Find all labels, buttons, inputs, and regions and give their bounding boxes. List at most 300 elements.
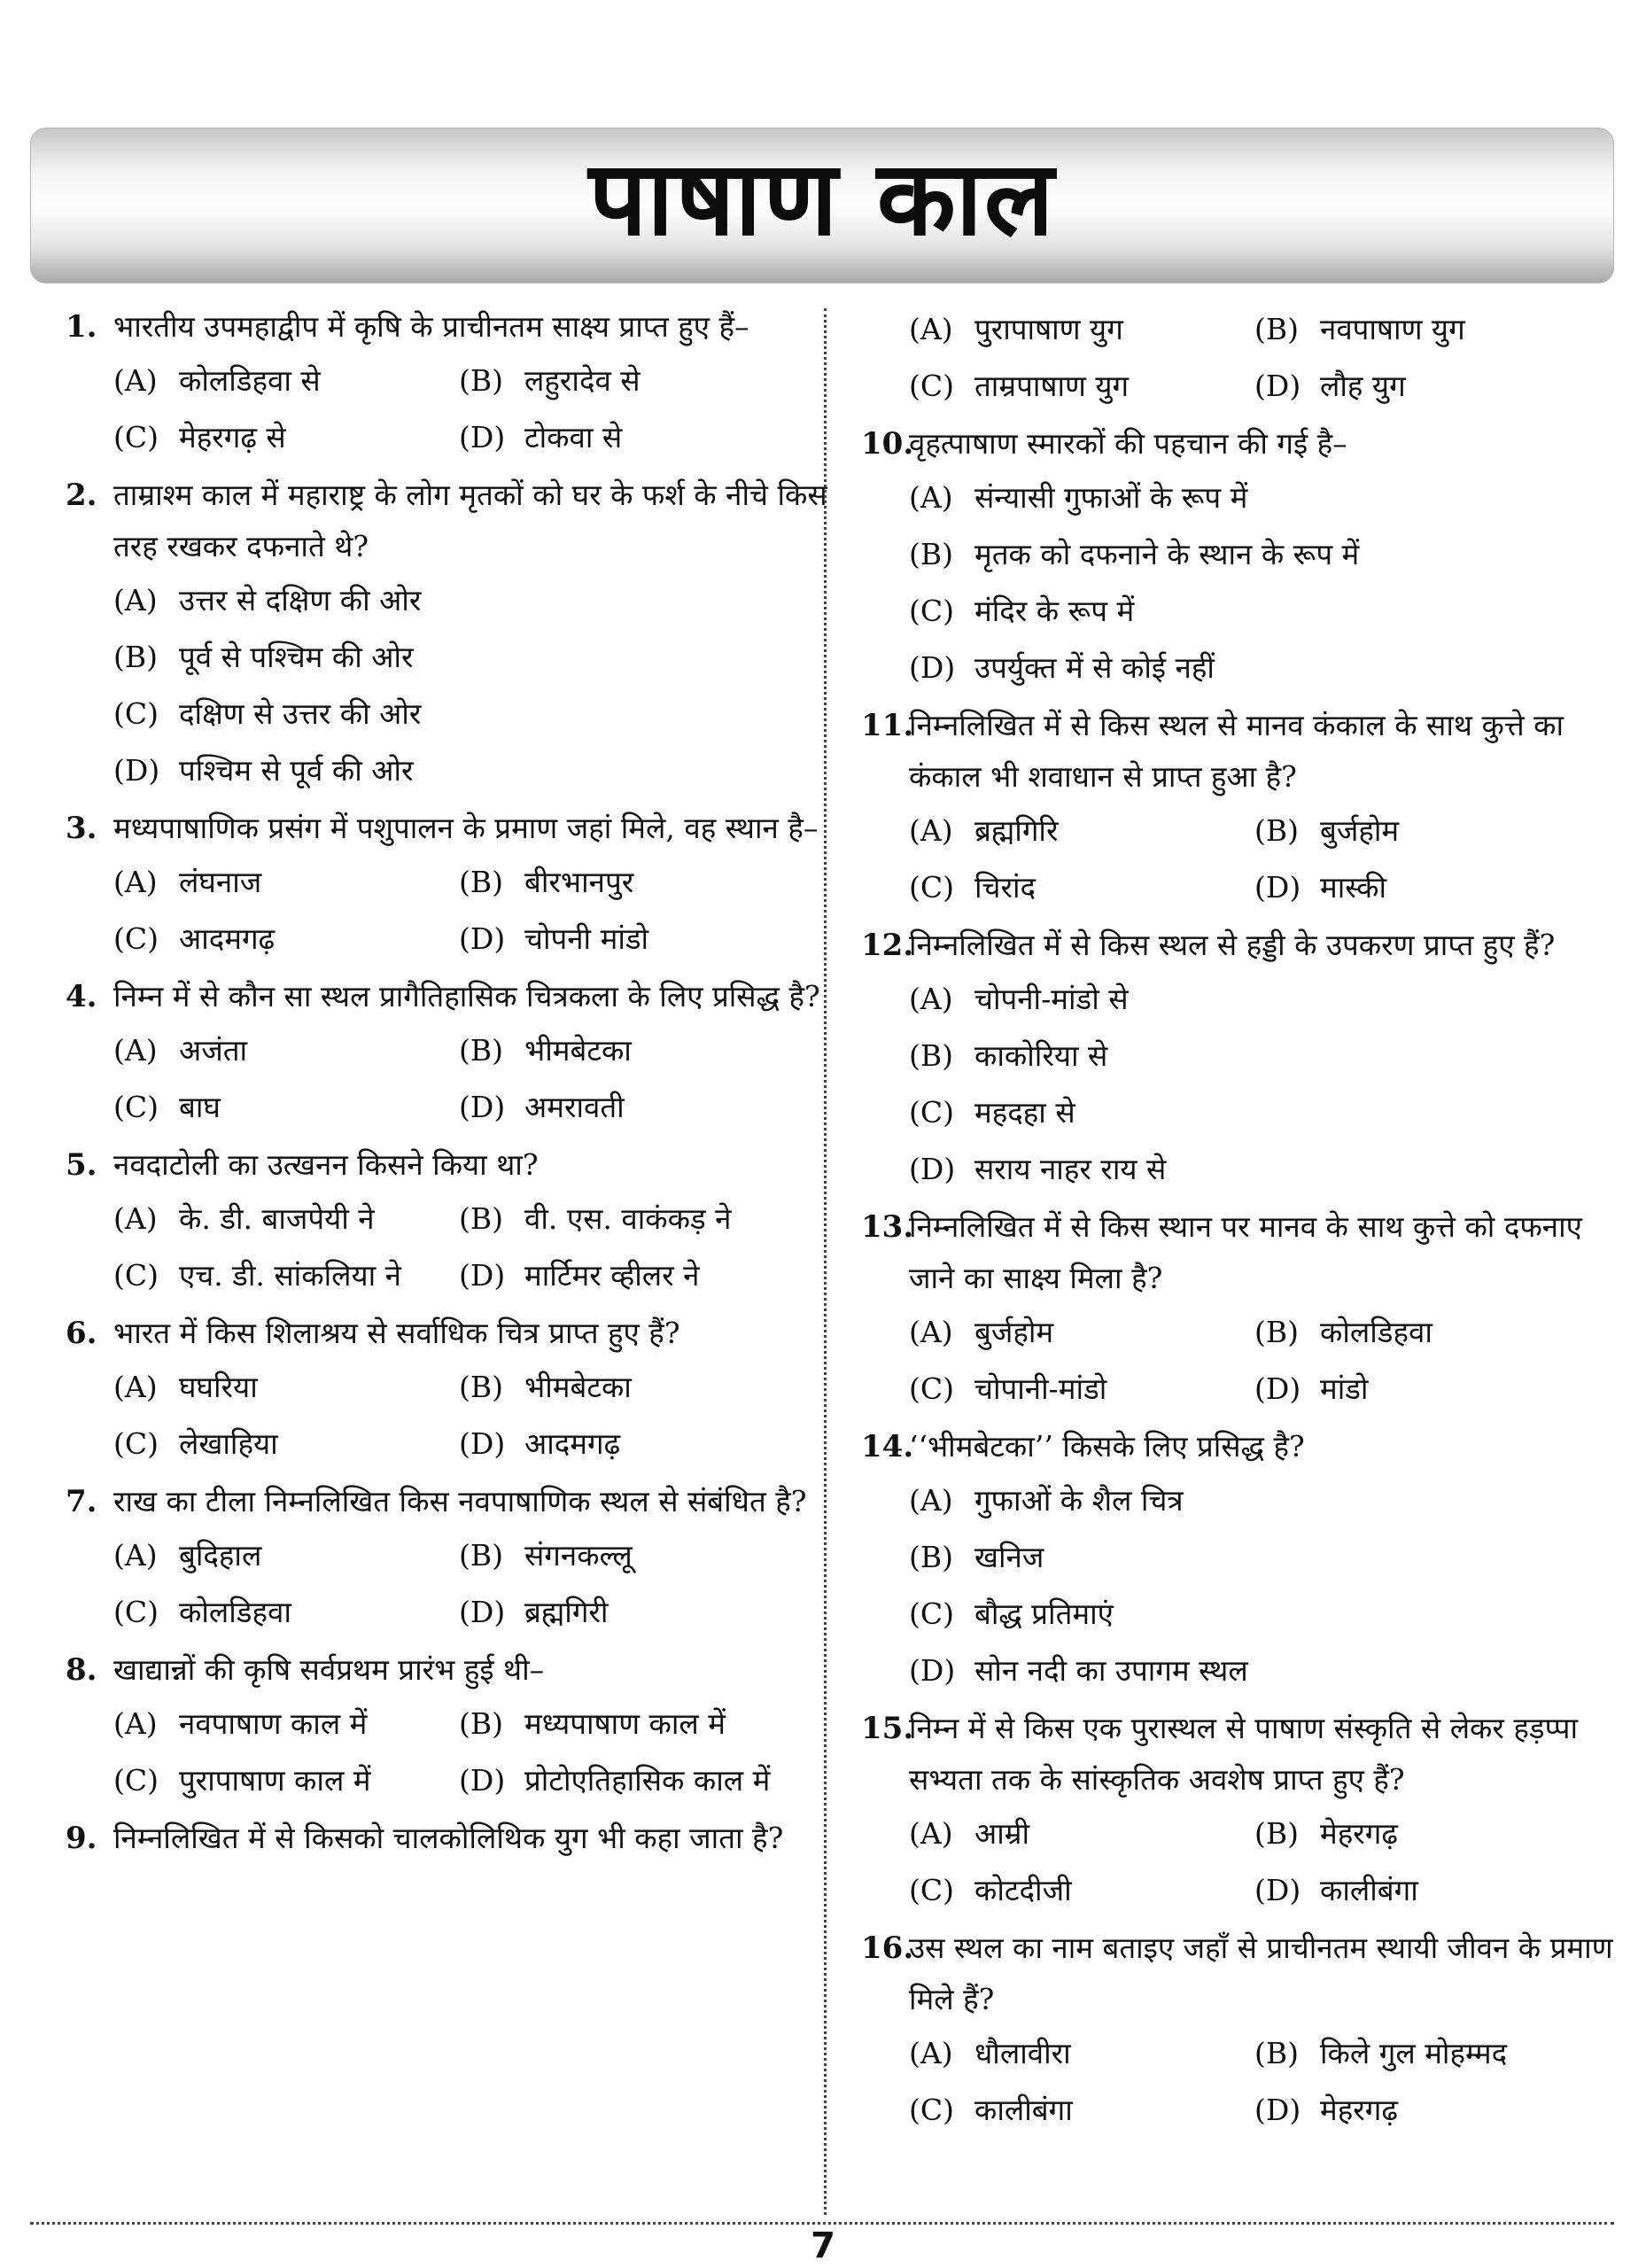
option-text: वी. एस. वाकंकड़ ने xyxy=(524,1201,732,1236)
options-row xyxy=(909,1586,1623,1643)
option-item xyxy=(113,1247,459,1304)
option-item xyxy=(909,2082,1254,2139)
options-list xyxy=(861,803,1623,916)
option-item xyxy=(909,640,1623,696)
option-item xyxy=(113,353,459,409)
option-label: (D) xyxy=(909,650,956,685)
options-row xyxy=(909,583,1623,640)
option-item xyxy=(909,1806,1254,1862)
options-row xyxy=(113,1696,845,1752)
options-row xyxy=(909,1361,1623,1418)
options-list xyxy=(66,572,845,799)
option-text: लंघनाज xyxy=(179,865,262,899)
options-row xyxy=(113,1359,845,1416)
option-text: लहुरादेव से xyxy=(524,363,641,398)
options-row xyxy=(909,859,1623,916)
question-text: ताम्राश्म काल में महाराष्ट्र के लोग मृतकों को घर के फर्श के नीचे किस तरह रखकर दफनाते थे? xyxy=(113,478,827,563)
question-header xyxy=(861,1421,1623,1472)
option-label: (B) xyxy=(113,640,158,674)
options-row xyxy=(113,911,845,967)
option-item xyxy=(113,1696,459,1752)
option-text: संन्यासी गुफाओं के रूप में xyxy=(974,480,1248,515)
page-title: पाषाण काल xyxy=(588,139,1056,259)
option-item xyxy=(113,572,845,629)
option-text: बौद्ध प्रतिमाएं xyxy=(974,1596,1114,1631)
options-row xyxy=(909,803,1623,859)
option-text: सराय नाहर राय से xyxy=(974,1152,1167,1186)
options-row xyxy=(909,2025,1623,2082)
option-label: (C) xyxy=(909,1596,954,1631)
option-text: पश्चिम से पूर्व की ओर xyxy=(179,753,414,788)
question-block xyxy=(66,1308,845,1472)
option-text: मास्की xyxy=(1320,870,1387,905)
option-item xyxy=(113,742,845,799)
option-item xyxy=(113,854,459,911)
option-text: अमरावती xyxy=(524,1090,625,1124)
question-text: वृहत्पाषाण स्मारकों की पहचान की गई है– xyxy=(909,426,1347,461)
question-header xyxy=(861,1201,1623,1304)
question-number: 13. xyxy=(861,1209,914,1245)
option-text: भीमबेटका xyxy=(524,1370,632,1404)
options-row xyxy=(113,1752,845,1809)
option-text: लेखाहिया xyxy=(179,1426,278,1461)
option-label: (C) xyxy=(113,696,159,731)
option-label: (C) xyxy=(113,1426,159,1461)
option-text: किले गुल मोहम्मद xyxy=(1320,2036,1508,2070)
question-number: 14. xyxy=(861,1429,914,1464)
option-item xyxy=(113,1359,459,1416)
option-label: (C) xyxy=(909,369,954,403)
option-item xyxy=(1254,803,1600,859)
option-item xyxy=(909,1361,1254,1418)
option-text: उत्तर से दक्षिण की ओर xyxy=(179,583,422,617)
options-row xyxy=(909,1084,1623,1141)
option-item xyxy=(113,1022,459,1079)
option-item xyxy=(1254,301,1600,358)
option-label: (B) xyxy=(459,865,503,899)
option-item xyxy=(459,409,804,466)
options-list xyxy=(861,1472,1623,1699)
options-row xyxy=(909,358,1623,415)
option-item xyxy=(113,629,845,686)
option-text: गुफाओं के शैल चित्र xyxy=(974,1483,1184,1518)
option-label: (A) xyxy=(113,1201,158,1236)
question-text: निम्नलिखित में से किस स्थान पर मानव के साथ कुत्ते को दफनाए जाने का साक्ष्य मिला है? xyxy=(909,1209,1582,1295)
option-item xyxy=(459,1416,804,1472)
option-label: (D) xyxy=(1254,1371,1301,1406)
option-label: (C) xyxy=(113,1763,159,1798)
question-number: 5. xyxy=(66,1147,97,1183)
option-text: पुरापाषाण युग xyxy=(974,312,1123,346)
option-text: नवपाषाण युग xyxy=(1320,312,1465,346)
option-item xyxy=(113,1416,459,1472)
question-header xyxy=(66,803,845,854)
question-text: खाद्यान्नों की कृषि सर्वप्रथम प्रारंभ हुई थी– xyxy=(113,1652,545,1687)
options-row xyxy=(113,1247,845,1304)
option-label: (C) xyxy=(909,594,954,628)
question-text: उस स्थल का नाम बताइए जहाँ से प्राचीनतम स्थायी जीवन के प्रमाण मिले हैं? xyxy=(909,1930,1613,2016)
option-label: (D) xyxy=(1254,369,1301,403)
options-row xyxy=(909,526,1623,583)
option-item xyxy=(909,358,1254,415)
option-label: (A) xyxy=(113,363,158,398)
option-text: घघरिया xyxy=(179,1370,258,1404)
option-item xyxy=(909,470,1623,526)
option-item xyxy=(1254,1806,1600,1862)
option-text: पूर्व से पश्चिम की ओर xyxy=(179,640,414,674)
question-header xyxy=(66,301,845,353)
option-label: (B) xyxy=(459,1370,503,1404)
question-block xyxy=(861,1421,1623,1699)
option-label: (B) xyxy=(1254,2036,1299,2070)
options-row xyxy=(909,470,1623,526)
option-text: भीमबेटका xyxy=(524,1033,632,1068)
question-number: 15. xyxy=(861,1711,914,1746)
options-row xyxy=(113,572,845,629)
options-row xyxy=(909,1141,1623,1198)
option-text: धौलावीरा xyxy=(974,2036,1071,2070)
options-list xyxy=(861,470,1623,696)
question-number: 4. xyxy=(66,979,97,1014)
options-row xyxy=(909,1643,1623,1699)
option-text: चोपनी-मांडो से xyxy=(974,982,1129,1016)
options-row xyxy=(113,742,845,799)
option-label: (A) xyxy=(113,1033,158,1068)
question-text: निम्न में से किस एक पुरास्थल से पाषाण संस्कृति से लेकर हड़प्पा सभ्यता तक के सांस्कृतिक अवशेष प्राप्त हुए हैं? xyxy=(909,1711,1579,1797)
option-label: (B) xyxy=(459,1201,503,1236)
question-header xyxy=(66,1813,845,1864)
option-text: मेहरगढ़ से xyxy=(179,420,286,454)
option-item xyxy=(909,2025,1254,2082)
option-text: मेहरगढ़ xyxy=(1320,2093,1398,2127)
option-item xyxy=(459,1752,804,1809)
option-label: (C) xyxy=(909,1873,954,1907)
option-text: एच. डी. सांकलिया ने xyxy=(179,1258,401,1293)
option-item xyxy=(459,1022,804,1079)
question-block xyxy=(66,301,845,466)
option-label: (B) xyxy=(909,537,953,571)
option-text: आदमगढ़ xyxy=(524,1426,621,1461)
option-text: लौह युग xyxy=(1320,369,1406,403)
option-label: (A) xyxy=(113,1706,158,1741)
option-item xyxy=(909,971,1623,1028)
options-row xyxy=(909,1806,1623,1862)
question-text: निम्नलिखित में से किस स्थल से मानव कंकाल के साथ कुत्ते का कंकाल भी शवाधान से प्राप्त हुआ है? xyxy=(909,708,1564,794)
option-item xyxy=(1254,859,1600,916)
question-block xyxy=(861,920,1623,1198)
option-item xyxy=(113,1752,459,1809)
option-text: मंदिर के रूप में xyxy=(974,594,1135,628)
question-number: 2. xyxy=(66,478,97,513)
question-text: निम्न में से कौन सा स्थल प्रागैतिहासिक चित्रकला के लिए प्रसिद्ध है? xyxy=(113,979,820,1014)
question-text: निम्नलिखित में से किसको चालकोलिथिक युग भी कहा जाता है? xyxy=(113,1821,784,1855)
page-number: 7 xyxy=(811,2225,835,2266)
option-text: कोलडिहवा से xyxy=(179,363,321,398)
question-block xyxy=(861,301,1623,415)
option-label: (B) xyxy=(459,1706,503,1741)
options-list xyxy=(861,2025,1623,2139)
options-list xyxy=(861,301,1623,415)
option-item xyxy=(1254,358,1600,415)
option-item xyxy=(113,1079,459,1136)
option-label: (B) xyxy=(459,1538,503,1573)
option-text: पुरापाषाण काल में xyxy=(179,1763,371,1798)
question-block xyxy=(66,470,845,799)
option-text: मृतक को दफनाने के स्थान के रूप में xyxy=(974,537,1360,571)
options-row xyxy=(113,409,845,466)
option-text: आम्री xyxy=(974,1816,1030,1851)
option-item xyxy=(909,859,1254,916)
options-row xyxy=(909,301,1623,358)
option-label: (C) xyxy=(909,1095,954,1130)
option-label: (B) xyxy=(1254,813,1299,848)
question-block xyxy=(861,1201,1623,1418)
option-text: संगनकल्लू xyxy=(524,1538,633,1573)
option-item xyxy=(1254,1862,1600,1919)
option-text: मार्टिमर व्हीलर ने xyxy=(524,1258,700,1293)
option-text: बुर्जहोम xyxy=(1320,813,1400,848)
question-text: भारतीय उपमहाद्वीप में कृषि के प्राचीनतम साक्ष्य प्राप्त हुए हैं– xyxy=(113,309,749,344)
option-text: ब्रह्मगिरि xyxy=(974,813,1059,848)
option-text: टोकवा से xyxy=(524,420,623,454)
option-label: (A) xyxy=(113,1370,158,1404)
option-item xyxy=(459,854,804,911)
option-label: (D) xyxy=(909,1152,956,1186)
options-row xyxy=(113,1079,845,1136)
option-text: काकोरिया से xyxy=(974,1038,1108,1073)
option-label: (A) xyxy=(909,813,953,848)
options-row xyxy=(909,640,1623,696)
right-column xyxy=(861,301,1623,2215)
option-label: (D) xyxy=(459,420,506,454)
option-item xyxy=(459,353,804,409)
options-list xyxy=(66,854,845,967)
question-number: 3. xyxy=(66,811,97,846)
option-text: दक्षिण से उत्तर की ओर xyxy=(179,696,422,731)
option-label: (D) xyxy=(459,1763,506,1798)
option-label: (B) xyxy=(1254,1315,1299,1349)
option-label: (A) xyxy=(909,480,953,515)
question-header xyxy=(66,1139,845,1191)
question-text: ‘‘भीमबेटका’’ किसके लिए प्रसिद्ध है? xyxy=(909,1429,1305,1464)
question-header xyxy=(66,1476,845,1527)
option-item xyxy=(909,1529,1623,1586)
options-list xyxy=(66,353,845,466)
option-item xyxy=(459,1696,804,1752)
question-text: राख का टीला निम्नलिखित किस नवपाषाणिक स्थल से संबंधित है? xyxy=(113,1484,807,1518)
options-row xyxy=(909,1862,1623,1919)
question-block xyxy=(66,971,845,1136)
option-label: (D) xyxy=(459,1595,506,1629)
options-list xyxy=(66,1359,845,1472)
options-row xyxy=(113,1584,845,1641)
option-label: (A) xyxy=(909,2036,953,2070)
option-text: नवपाषाण काल में xyxy=(179,1706,368,1741)
option-label: (A) xyxy=(113,1538,158,1573)
option-text: कोटदीजी xyxy=(974,1873,1072,1907)
option-item xyxy=(1254,1304,1600,1361)
option-text: कालीबंगा xyxy=(1320,1873,1418,1907)
option-item xyxy=(459,1247,804,1304)
option-item xyxy=(909,1084,1623,1141)
question-number: 8. xyxy=(66,1652,97,1688)
option-item xyxy=(909,1586,1623,1643)
option-text: उपर्युक्त में से कोई नहीं xyxy=(974,650,1215,685)
option-item xyxy=(909,301,1254,358)
option-text: ताम्रपाषाण युग xyxy=(974,369,1130,403)
option-item xyxy=(909,803,1254,859)
question-number: 9. xyxy=(66,1821,97,1856)
option-text: अजंता xyxy=(179,1033,248,1068)
option-text: बुर्जहोम xyxy=(974,1315,1054,1349)
option-item xyxy=(1254,2025,1600,2082)
option-item xyxy=(459,1359,804,1416)
option-label: (A) xyxy=(909,1816,953,1851)
option-text: आदमगढ़ xyxy=(179,921,276,956)
option-label: (D) xyxy=(1254,1873,1301,1907)
option-item xyxy=(459,1527,804,1584)
option-label: (C) xyxy=(909,2093,954,2127)
question-text: नवदाटोली का उत्खनन किसने किया था? xyxy=(113,1147,539,1182)
option-label: (A) xyxy=(909,1315,953,1349)
option-item xyxy=(909,1304,1254,1361)
option-label: (C) xyxy=(113,420,159,454)
question-block xyxy=(861,1703,1623,1919)
options-row xyxy=(909,1304,1623,1361)
question-header xyxy=(66,971,845,1022)
option-text: मेहरगढ़ xyxy=(1320,1816,1398,1851)
question-header xyxy=(66,1644,845,1696)
options-list xyxy=(861,1304,1623,1418)
options-row xyxy=(113,1416,845,1472)
option-item xyxy=(113,1191,459,1247)
column-divider xyxy=(824,308,827,2215)
question-block xyxy=(66,803,845,967)
option-item xyxy=(909,1472,1623,1529)
options-row xyxy=(909,971,1623,1028)
question-number: 16. xyxy=(861,1930,914,1966)
option-text: चोपनी मांडो xyxy=(524,921,649,956)
option-text: चोपानी-मांडो xyxy=(974,1371,1107,1406)
options-row xyxy=(909,1529,1623,1586)
question-header xyxy=(66,470,845,572)
options-row xyxy=(113,686,845,742)
option-label: (B) xyxy=(1254,1816,1299,1851)
option-label: (C) xyxy=(113,1258,159,1293)
option-item xyxy=(1254,2082,1600,2139)
option-label: (C) xyxy=(113,921,159,956)
option-item xyxy=(909,1028,1623,1084)
question-header xyxy=(861,920,1623,971)
option-label: (B) xyxy=(909,1038,953,1073)
question-block xyxy=(861,418,1623,696)
options-row xyxy=(909,1472,1623,1529)
options-list xyxy=(66,1527,845,1641)
option-label: (D) xyxy=(459,921,506,956)
question-block xyxy=(66,1813,845,1864)
question-header xyxy=(861,1703,1623,1806)
option-item xyxy=(1254,1361,1600,1418)
option-text: ब्रह्मगिरी xyxy=(524,1595,609,1629)
option-item xyxy=(113,1584,459,1641)
option-text: मध्यपाषाण काल में xyxy=(524,1706,726,1741)
option-label: (C) xyxy=(909,1371,954,1406)
option-item xyxy=(459,1079,804,1136)
option-label: (B) xyxy=(459,363,503,398)
option-label: (B) xyxy=(1254,312,1299,346)
option-label: (B) xyxy=(459,1033,503,1068)
option-text: प्रोटोएतिहासिक काल में xyxy=(524,1763,771,1798)
options-row xyxy=(113,854,845,911)
option-label: (D) xyxy=(1254,2093,1301,2127)
option-text: कालीबंगा xyxy=(974,2093,1073,2127)
question-header xyxy=(66,1308,845,1359)
option-label: (C) xyxy=(909,870,954,905)
question-number: 6. xyxy=(66,1316,97,1351)
option-label: (D) xyxy=(459,1090,506,1124)
option-text: बुदिहाल xyxy=(179,1538,262,1573)
question-text: निम्नलिखित में से किस स्थल से हड्डी के उपकरण प्राप्त हुए हैं? xyxy=(909,928,1556,962)
options-list xyxy=(66,1022,845,1136)
option-item xyxy=(459,911,804,967)
question-block xyxy=(66,1644,845,1809)
option-text: खनिज xyxy=(974,1540,1044,1574)
question-text: भारत में किस शिलाश्रय से सर्वाधिक चित्र प्राप्त हुए हैं? xyxy=(113,1316,680,1350)
option-item xyxy=(113,1527,459,1584)
option-label: (A) xyxy=(909,1483,953,1518)
option-text: के. डी. बाजपेयी ने xyxy=(179,1201,375,1236)
options-row xyxy=(113,1527,845,1584)
option-item xyxy=(459,1584,804,1641)
option-item xyxy=(113,686,845,742)
question-header xyxy=(861,1922,1623,2025)
option-item xyxy=(459,1191,804,1247)
option-label: (D) xyxy=(113,753,160,788)
option-item xyxy=(113,409,459,466)
option-item xyxy=(909,583,1623,640)
option-text: कोलडिहवा xyxy=(1320,1315,1432,1349)
question-text: मध्यपाषाणिक प्रसंग में पशुपालन के प्रमाण जहां मिले, वह स्थान है– xyxy=(113,811,819,845)
left-column xyxy=(66,301,845,2215)
options-list xyxy=(66,1191,845,1304)
option-text: कोलडिहवा xyxy=(179,1595,291,1629)
option-label: (A) xyxy=(909,982,953,1016)
option-text: सोन नदी का उपागम स्थल xyxy=(974,1653,1248,1688)
options-row xyxy=(909,2082,1623,2139)
option-label: (A) xyxy=(909,312,953,346)
question-number: 1. xyxy=(66,309,97,345)
question-header xyxy=(861,700,1623,803)
question-block xyxy=(66,1139,845,1304)
option-label: (D) xyxy=(459,1426,506,1461)
question-number: 12. xyxy=(861,928,914,963)
option-text: महदहा से xyxy=(974,1095,1075,1130)
question-block xyxy=(861,1922,1623,2139)
options-list xyxy=(861,1806,1623,1919)
options-list xyxy=(66,1696,845,1809)
option-item xyxy=(909,1862,1254,1919)
option-item xyxy=(909,1141,1623,1198)
options-row xyxy=(113,1022,845,1079)
option-label: (C) xyxy=(113,1090,159,1124)
question-block xyxy=(66,1476,845,1641)
option-label: (A) xyxy=(113,865,158,899)
options-row xyxy=(113,353,845,409)
options-list xyxy=(861,971,1623,1198)
footer-divider xyxy=(30,2222,1614,2225)
option-label: (D) xyxy=(1254,870,1301,905)
option-text: बीरभानपुर xyxy=(524,865,634,899)
